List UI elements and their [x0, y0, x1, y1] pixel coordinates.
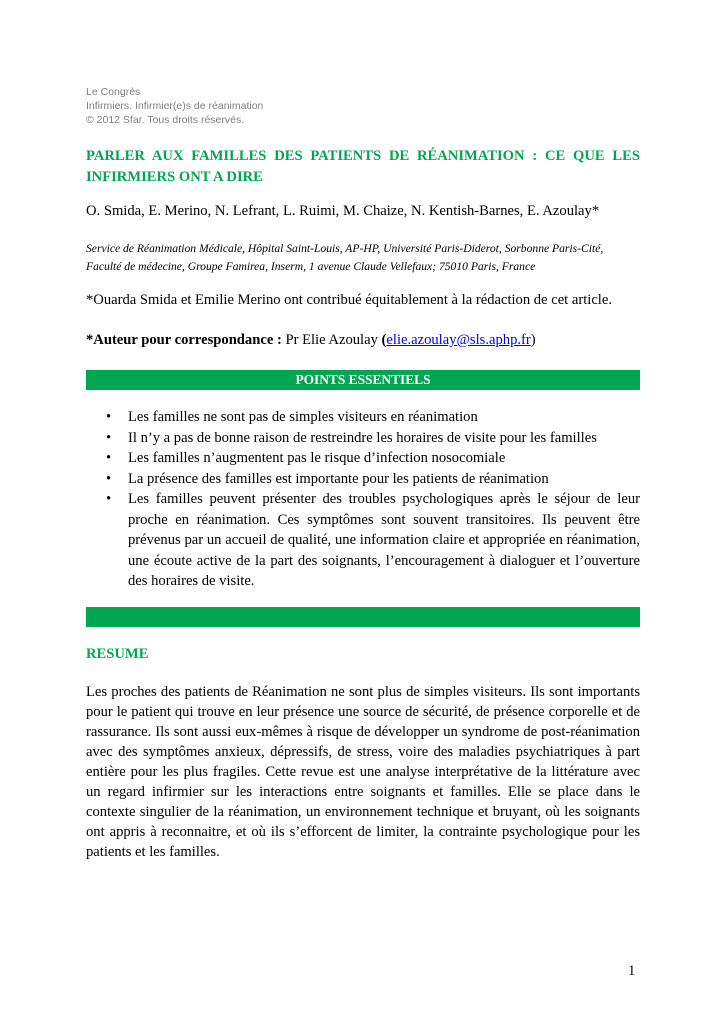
abstract-line: patients et les familles.	[86, 844, 220, 860]
bullet-icon: •	[106, 470, 112, 487]
abstract-line: entière pour les plus fragiles. Cette revue est une analyse interprétative de la littérature avec	[86, 764, 640, 780]
abstract-line: Les proches des patients de Réanimation ne sont plus de simples visiteurs. Ils sont importants	[86, 684, 640, 700]
list-item: • Les familles n’augmentent pas le risque d’infection nosocomiale	[106, 448, 640, 469]
contribution-note: *Ouarda Smida et Emilie Merino ont contribué équitablement à la rédaction de cet article.	[86, 292, 612, 308]
title-line-2: INFIRMIERS ONT A DIRE	[86, 169, 263, 185]
correspondence-label: *Auteur pour correspondance :	[86, 332, 282, 348]
list-item: • Les familles ne sont pas de simples visiteurs en réanimation	[106, 407, 640, 428]
correspondence-name: Pr Elie Azoulay	[281, 332, 382, 348]
header-line: Infirmiers. Infirmier(e)s de réanimation	[86, 100, 264, 112]
section-divider-bar	[86, 607, 640, 627]
correspondence	[86, 332, 536, 349]
points-heading: POINTS ESSENTIELS	[295, 372, 431, 387]
abstract-line: rassurance. Ils sont aussi eux-mêmes à risque de développer un syndrome de post-réanimation	[86, 724, 640, 740]
affiliation	[86, 240, 646, 276]
paren-close: )	[530, 332, 536, 348]
section-bar-points	[86, 370, 640, 390]
bullet-icon: •	[106, 409, 112, 425]
bullet-icon: •	[106, 429, 112, 446]
abstract-line: ont appris à reconnaitre, et où ils s’efforcent de limiter, la contrainte psychologique pour les	[86, 824, 640, 840]
resume-heading: RESUME	[86, 646, 149, 662]
paren-open: (	[381, 332, 387, 348]
key-points-list	[106, 407, 640, 592]
bullet-icon: •	[106, 491, 112, 507]
list-item: • Les familles peuvent présenter des troubles psychologiques après le séjour de leur proche en réanimation. Ces symptômes sont souvent transitoires. Ils peuvent être prévenus par un accueil de qualité, une information claire et appropriée en réanimation, une écoute active de la part des soignants, l’encouragement à dialoguer et l’ouverture des horaires de visite.	[106, 491, 640, 589]
abstract-line: pour le patient qui trouve en leur présence une source de sécurité, de présence corporelle et de	[86, 704, 640, 720]
title-line-1: PARLER AUX FAMILLES DES PATIENTS DE RÉANIMATION : CE QUE LES	[86, 148, 640, 164]
author-list: O. Smida, E. Merino, N. Lefrant, L. Ruimi, M. Chaize, N. Kentish-Barnes, E. Azoulay*	[86, 203, 600, 219]
list-item: • Il n’y a pas de bonne raison de restreindre les horaires de visite pour les familles	[106, 428, 640, 449]
list-item: • La présence des familles est importante pour les patients de réanimation	[106, 469, 640, 490]
header-line: Le Congrès	[86, 86, 141, 98]
abstract-line: un regard infirmier sur les interactions entre soignants et familles. Elle se place dans le	[86, 784, 640, 800]
running-header	[86, 85, 486, 127]
email-link[interactable]: elie.azoulay@sls.aphp.fr	[386, 332, 531, 348]
bullet-icon: •	[106, 450, 112, 466]
abstract-text	[86, 682, 640, 862]
affiliation-line-2: Faculté de médecine, Groupe Famirea, Inserm, 1 avenue Claude Vellefaux; 75010 Paris, France	[86, 260, 536, 273]
header-line: © 2012 Sfar. Tous droits réservés.	[86, 114, 245, 126]
abstract-line: contexte singulier de la réanimation, un environnement technique et bruyant, où les soignants	[86, 804, 640, 820]
abstract-line: avec des symptômes anxieux, dépressifs, de stress, voire des maladies psychiatriques à part	[86, 744, 640, 760]
affiliation-line-1: Service de Réanimation Médicale, Hôpital Saint-Louis, AP-HP, Université Paris-Diderot, Sorbonne Paris-Cité,	[86, 242, 604, 255]
page-number: 1	[628, 963, 636, 979]
paper-title	[86, 146, 640, 188]
